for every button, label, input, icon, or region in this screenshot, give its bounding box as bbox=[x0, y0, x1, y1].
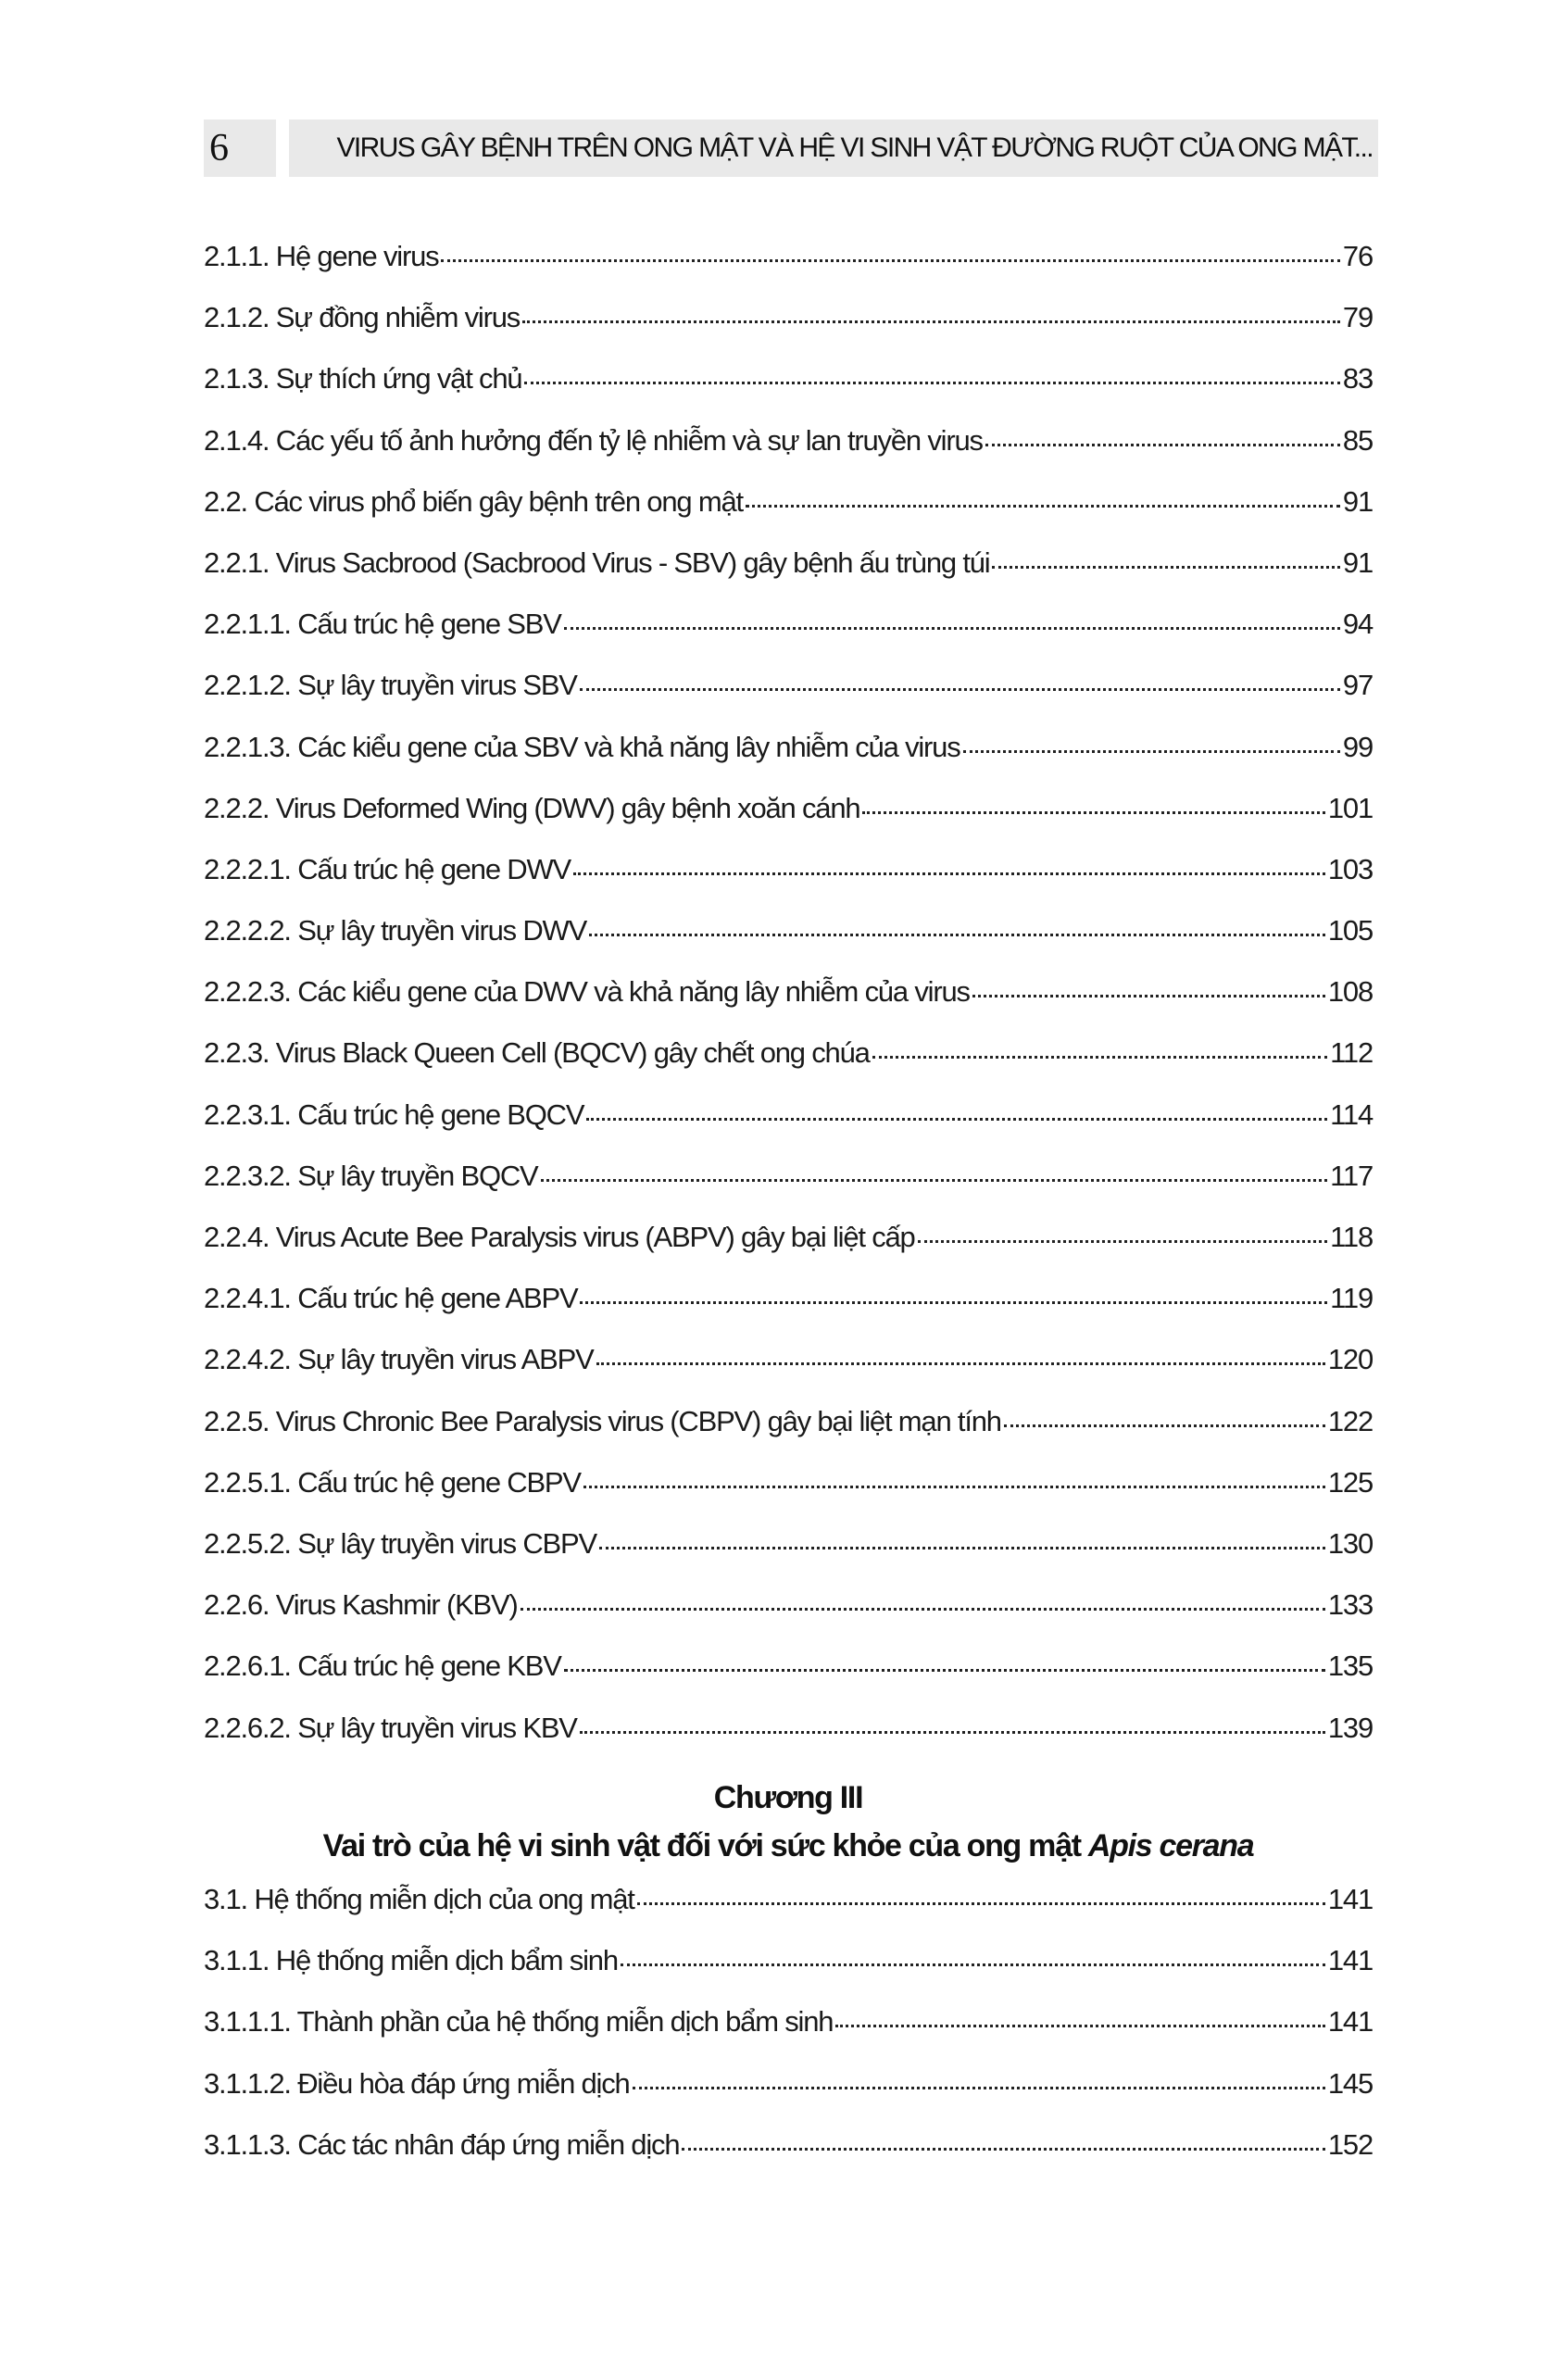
toc-entry-page: 122 bbox=[1327, 1404, 1373, 1437]
toc-entry bbox=[204, 301, 1373, 362]
toc-entry bbox=[204, 1466, 1373, 1527]
running-title: VIRUS GÂY BỆNH TRÊN ONG MẬT VÀ HỆ VI SINH VẬT ĐƯỜNG RUỘT CỦA ONG MẬT... bbox=[289, 119, 1378, 177]
toc-entry-title: 2.2.1.1. Cấu trúc hệ gene SBV bbox=[204, 608, 561, 641]
toc-dot-leader bbox=[599, 1547, 1325, 1549]
toc-entry bbox=[204, 731, 1373, 792]
toc-entry bbox=[204, 1883, 1373, 1944]
toc-dot-leader bbox=[621, 1963, 1325, 1966]
toc-entry-page: 145 bbox=[1327, 2066, 1373, 2100]
toc-entry-page: 94 bbox=[1342, 608, 1373, 641]
toc-entry-title: 2.2.5. Virus Chronic Bee Paralysis virus (CBPV) gây bại liệt mạn tính bbox=[204, 1404, 1001, 1437]
page-number: 6 bbox=[204, 119, 276, 177]
toc-entry-page: 125 bbox=[1327, 1465, 1373, 1499]
toc-entry-title: 3.1.1.1. Thành phần của hệ thống miễn dịch bẩm sinh bbox=[204, 2005, 834, 2039]
toc-entry-page: 79 bbox=[1342, 301, 1373, 334]
toc-entry-title: 2.2.5.2. Sự lây truyền virus CBPV bbox=[204, 1526, 596, 1560]
toc-entry-title: 2.2.3.1. Cấu trúc hệ gene BQCV bbox=[204, 1098, 584, 1131]
toc-entry-title: 2.1.2. Sự đồng nhiễm virus bbox=[204, 301, 521, 334]
toc-dot-leader bbox=[580, 688, 1340, 691]
toc-entry-title: 2.2.6.2. Sự lây truyền virus KBV bbox=[204, 1711, 577, 1744]
toc-entry-title: 2.2.3. Virus Black Queen Cell (BQCV) gây chết ong chúa bbox=[204, 1036, 870, 1070]
toc-entry-title: 3.1. Hệ thống miễn dịch của ong mật bbox=[204, 1883, 634, 1915]
toc-entry bbox=[204, 1221, 1373, 1282]
toc-dot-leader bbox=[564, 1669, 1325, 1672]
toc-entry bbox=[204, 362, 1373, 423]
toc-dot-leader bbox=[580, 1301, 1327, 1304]
toc-entry-page: 135 bbox=[1327, 1650, 1373, 1683]
toc-entry-title: 3.1.1.2. Điều hòa đáp ứng miễn dịch bbox=[204, 2066, 630, 2100]
toc-dot-leader bbox=[835, 2025, 1325, 2027]
toc-entry bbox=[204, 975, 1373, 1036]
toc-entry bbox=[204, 1036, 1373, 1098]
toc-entry bbox=[204, 1282, 1373, 1343]
toc-entry-page: 141 bbox=[1327, 1944, 1373, 1977]
toc-entry-title: 2.2.6. Virus Kashmir (KBV) bbox=[204, 1588, 518, 1622]
toc-entry-page: 133 bbox=[1327, 1588, 1373, 1622]
toc-dot-leader bbox=[524, 382, 1339, 384]
chapter-title bbox=[204, 1822, 1373, 1870]
toc-entry-title: 2.2.4.1. Cấu trúc hệ gene ABPV bbox=[204, 1282, 578, 1315]
toc-entry-title: 2.2.2.1. Cấu trúc hệ gene DWV bbox=[204, 852, 571, 885]
toc-entry-page: 108 bbox=[1327, 975, 1373, 1009]
toc-entry bbox=[204, 2067, 1373, 2128]
toc-entry bbox=[204, 1160, 1373, 1221]
toc-entry-title: 2.2.1.2. Sự lây truyền virus SBV bbox=[204, 669, 577, 702]
toc-entry bbox=[204, 608, 1373, 669]
toc-entry-title: 2.2.2.2. Sự lây truyền virus DWV bbox=[204, 914, 587, 947]
toc-entry-page: 120 bbox=[1327, 1343, 1373, 1376]
toc-entry-page: 141 bbox=[1327, 1883, 1373, 1915]
chapter-title-species: Apis cerana bbox=[1087, 1828, 1254, 1863]
toc-entry-page: 152 bbox=[1327, 2127, 1373, 2161]
toc-entry-title: 2.2.4.2. Sự lây truyền virus ABPV bbox=[204, 1343, 594, 1376]
toc-entry bbox=[204, 1588, 1373, 1650]
toc-entry-title: 2.2.1.3. Các kiểu gene của SBV và khả năng lây nhiễm của virus bbox=[204, 730, 960, 763]
toc-entry bbox=[204, 1343, 1373, 1404]
toc-dot-leader bbox=[521, 1608, 1325, 1611]
toc-dot-leader bbox=[963, 750, 1340, 753]
toc-dot-leader bbox=[441, 259, 1339, 262]
toc-entry bbox=[204, 485, 1373, 546]
toc-entry bbox=[204, 914, 1373, 975]
toc-dot-leader bbox=[586, 1118, 1327, 1121]
toc-entry-page: 76 bbox=[1342, 240, 1373, 272]
toc-entry bbox=[204, 1650, 1373, 1711]
toc-dot-leader bbox=[541, 1179, 1328, 1182]
toc-entry-page: 139 bbox=[1327, 1711, 1373, 1744]
toc-entry bbox=[204, 1712, 1373, 1773]
toc-entry-page: 118 bbox=[1330, 1221, 1373, 1253]
toc-entry-title: 2.2.2. Virus Deformed Wing (DWV) gây bệnh xoăn cánh bbox=[204, 791, 860, 824]
toc-entry bbox=[204, 1405, 1373, 1466]
toc-section-chapter-2 bbox=[204, 240, 1373, 1773]
toc-entry bbox=[204, 669, 1373, 730]
toc-dot-leader bbox=[637, 1902, 1325, 1905]
toc-entry bbox=[204, 853, 1373, 914]
toc-entry bbox=[204, 424, 1373, 485]
toc-entry-page: 130 bbox=[1327, 1526, 1373, 1560]
toc-entry-page: 83 bbox=[1342, 362, 1373, 395]
toc-entry-title: 2.1.1. Hệ gene virus bbox=[204, 240, 439, 272]
chapter-label: Chương III bbox=[713, 1780, 863, 1815]
toc-entry bbox=[204, 1527, 1373, 1588]
toc-entry-title: 2.2.3.2. Sự lây truyền BQCV bbox=[204, 1159, 538, 1192]
toc-entry-page: 103 bbox=[1327, 852, 1373, 885]
toc-entry-page: 119 bbox=[1330, 1282, 1373, 1315]
toc-entry bbox=[204, 1098, 1373, 1160]
toc-dot-leader bbox=[972, 995, 1325, 997]
toc-entry-title: 2.1.4. Các yếu tố ảnh hưởng đến tỷ lệ nhiễm và sự lan truyền virus bbox=[204, 423, 983, 457]
toc-dot-leader bbox=[596, 1362, 1325, 1365]
toc-entry-title: 2.2.5.1. Cấu trúc hệ gene CBPV bbox=[204, 1465, 581, 1499]
toc-entry bbox=[204, 792, 1373, 853]
toc-entry-page: 112 bbox=[1330, 1036, 1373, 1070]
toc-entry-page: 97 bbox=[1342, 669, 1373, 702]
toc-dot-leader bbox=[872, 1056, 1328, 1059]
running-header bbox=[204, 119, 1378, 177]
toc-entry-page: 105 bbox=[1327, 914, 1373, 947]
toc-entry-title: 2.2.2.3. Các kiểu gene của DWV và khả năng lây nhiễm của virus bbox=[204, 975, 970, 1009]
toc-dot-leader bbox=[746, 505, 1340, 508]
toc-entry-title: 2.2.1. Virus Sacbrood (Sacbrood Virus - SBV) gây bệnh ấu trùng túi bbox=[204, 546, 990, 579]
toc-entry-page: 117 bbox=[1330, 1159, 1373, 1192]
toc-dot-leader bbox=[522, 320, 1340, 323]
toc-entry-page: 99 bbox=[1342, 730, 1373, 763]
toc-entry bbox=[204, 240, 1373, 301]
toc-dot-leader bbox=[918, 1240, 1328, 1243]
toc-entry bbox=[204, 1944, 1373, 2005]
toc-entry-title: 2.2. Các virus phổ biến gây bệnh trên ong mật bbox=[204, 484, 743, 518]
toc-entry-title: 3.1.1.3. Các tác nhân đáp ứng miễn dịch bbox=[204, 2127, 680, 2161]
toc-dot-leader bbox=[682, 2148, 1325, 2151]
toc-entry bbox=[204, 546, 1373, 608]
toc-dot-leader bbox=[573, 872, 1325, 875]
toc-entry-title: 2.2.6.1. Cấu trúc hệ gene KBV bbox=[204, 1650, 561, 1683]
toc-dot-leader bbox=[564, 627, 1340, 630]
toc-entry-page: 141 bbox=[1327, 2005, 1373, 2039]
toc-entry bbox=[204, 2005, 1373, 2066]
toc-dot-leader bbox=[985, 444, 1340, 446]
toc-dot-leader bbox=[862, 811, 1324, 814]
toc-dot-leader bbox=[583, 1486, 1325, 1488]
toc-entry-page: 91 bbox=[1342, 484, 1373, 518]
toc-dot-leader bbox=[633, 2087, 1325, 2089]
toc-entry bbox=[204, 2128, 1373, 2189]
toc-entry-page: 101 bbox=[1327, 791, 1373, 824]
toc-section-chapter-3 bbox=[204, 1883, 1373, 2189]
toc-entry-title: 2.1.3. Sự thích ứng vật chủ bbox=[204, 362, 522, 395]
toc-dot-leader bbox=[1004, 1424, 1325, 1427]
toc-entry-title: 3.1.1. Hệ thống miễn dịch bẩm sinh bbox=[204, 1944, 618, 1977]
toc-dot-leader bbox=[580, 1731, 1325, 1734]
toc-dot-leader bbox=[589, 934, 1325, 936]
toc-dot-leader bbox=[992, 566, 1339, 569]
toc-entry-page: 114 bbox=[1330, 1098, 1373, 1131]
chapter-title-main: Vai trò của hệ vi sinh vật đối với sức khỏe của ong mật bbox=[322, 1828, 1088, 1863]
toc-entry-page: 91 bbox=[1342, 546, 1373, 579]
toc-entry-page: 85 bbox=[1342, 423, 1373, 457]
chapter-heading bbox=[204, 1774, 1373, 1870]
toc-entry-title: 2.2.4. Virus Acute Bee Paralysis virus (ABPV) gây bại liệt cấp bbox=[204, 1221, 915, 1253]
